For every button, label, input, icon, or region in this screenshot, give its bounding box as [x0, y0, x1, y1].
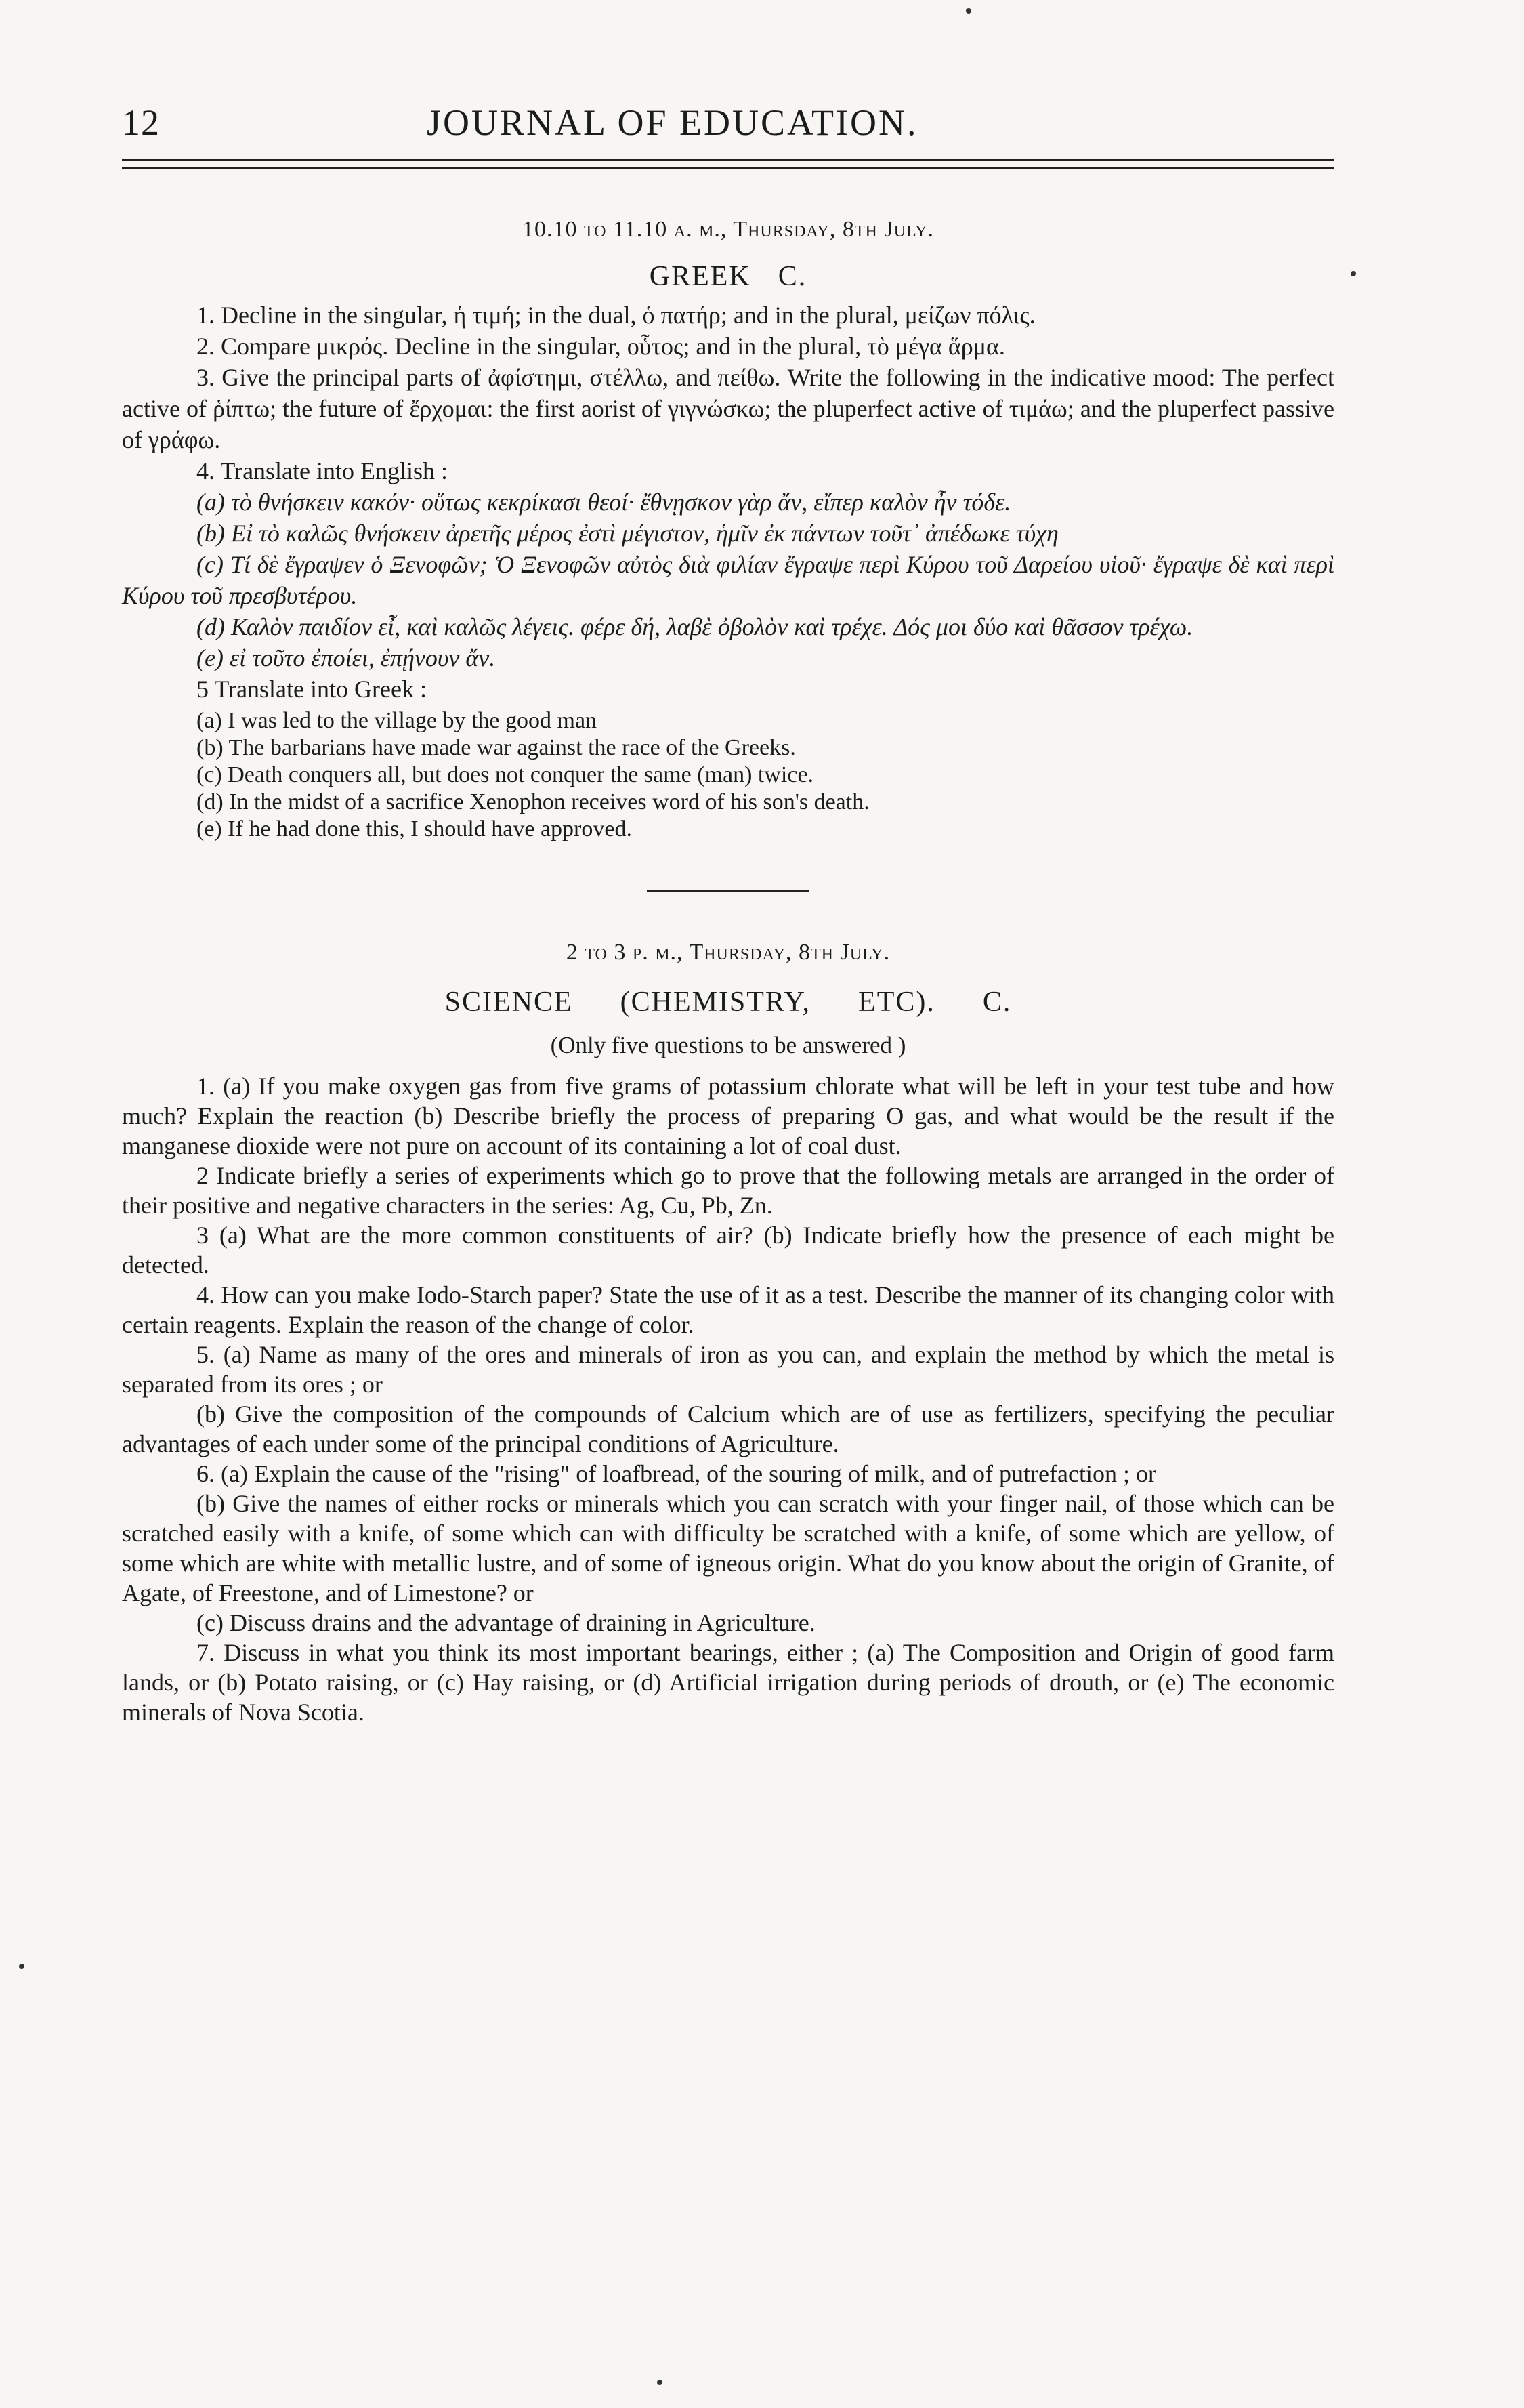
- science-question-6b: (b) Give the names of either rocks or minerals which you can scratch with your finger nail, of those which can be scratched easily with a knife, of some which can with difficulty be scratched with a knife, of some which are yellow, of some which are white with metallic lustre, and of some of igneous origin. What do you know about the origin of Granite, of Agate, of Freestone, and of Limestone? or: [122, 1490, 1334, 1606]
- greek-passage-a: (a) τὸ θνήσκειν κακόν· οὕτως κεκρίκασι θεοί· ἔθνῃσκον γὰρ ἄν, εἴπερ καλὸν ἦν τόδε.: [196, 489, 1011, 516]
- science-title-part: (CHEMISTRY,: [620, 987, 811, 1018]
- scan-speck: [1351, 271, 1356, 276]
- page-header: [122, 102, 1334, 144]
- greek-section: [122, 217, 1334, 843]
- list-item: (e) If he had done this, I should have approved.: [196, 816, 632, 842]
- greek-session-time: 10.10 to 11.10 a. m., Thursday, 8th July.: [522, 217, 935, 242]
- journal-page: [122, 102, 1334, 1727]
- list-item: (d) In the midst of a sacrifice Xenophon receives word of his son's death.: [196, 789, 870, 814]
- science-title-part: ETC).: [858, 987, 935, 1018]
- scan-speck: [19, 1964, 24, 1969]
- list-item: (a) I was led to the village by the good man: [196, 708, 597, 733]
- greek-passage-e: (e) εἰ τοῦτο ἐποίει, ἐπῄνουν ἄν.: [196, 644, 496, 671]
- science-title-part: C.: [982, 987, 1012, 1018]
- science-section-title: [122, 986, 1334, 1018]
- greek-section-title: [122, 260, 1334, 293]
- scan-speck: [657, 2380, 662, 2385]
- page-number: 12: [122, 102, 160, 143]
- scan-speck: [966, 8, 971, 14]
- science-section: [122, 940, 1334, 1727]
- greek-question-4: 4. Translate into English :: [196, 457, 448, 484]
- section-divider: [647, 890, 809, 892]
- greek-passage-d: (d) Καλὸν παιδίον εἶ, καὶ καλῶς λέγεις. φέρε δή, λαβὲ ὀβολὸν καὶ τρέχε. Δός μοι δύο καὶ θᾶσσον τρέχω.: [196, 613, 1193, 640]
- translate-into-greek-list: [122, 707, 1334, 843]
- science-question-7: 7. Discuss in what you think its most important bearings, either ; (a) The Composition and Origin of good farm lands, or (b) Potato raising, or (c) Hay raising, or (d) Artificial irrigation during periods of drouth, or (e) The economic minerals of Nova Scotia.: [122, 1639, 1334, 1726]
- list-item: (b) The barbarians have made war against the race of the Greeks.: [196, 735, 796, 760]
- header-rule-lower: [122, 167, 1334, 169]
- list-item: (c) Death conquers all, but does not conquer the same (man) twice.: [196, 762, 814, 787]
- science-note: (Only five questions to be answered ): [550, 1032, 906, 1058]
- science-question-1: 1. (a) If you make oxygen gas from five grams of potassium chlorate what will be left in your test tube and how much? Explain the reaction (b) Describe briefly the process of preparing O gas, and what would be the result if the manganese dioxide were not pure on account of its containing a lot of coal dust.: [122, 1073, 1334, 1159]
- greek-question-1: 1. Decline in the singular, ἡ τιμή; in the dual, ὁ πατήρ; and in the plural, μείζων πόλις.: [196, 302, 1036, 329]
- science-question-4: 4. How can you make Iodo-Starch paper? State the use of it as a test. Describe the manner of its changing color with certain reagents. Explain the reason of the change of color.: [122, 1281, 1334, 1338]
- science-session-time: 2 to 3 p. m., Thursday, 8th July.: [566, 940, 891, 965]
- greek-question-3: 3. Give the principal parts of ἀφίστημι, στέλλω, and πείθω. Write the following in the indicative mood: The perfect active of ῥίπτω; the future of ἔρχομαι: the first aorist of γιγνώσκω; the pluperfect active of τιμάω; and the pluperfect passive of γράφω.: [122, 364, 1334, 453]
- science-question-5a: 5. (a) Name as many of the ores and minerals of iron as you can, and explain the method by which the metal is separated from its ores ; or: [122, 1341, 1334, 1398]
- greek-passage-b: (b) Εἰ τὸ καλῶς θνήσκειν ἀρετῆς μέρος ἐστὶ μέγιστον, ἡμῖν ἐκ πάντων τοῦτ᾽ ἀπέδωκε τύχη: [196, 520, 1059, 547]
- greek-code: C.: [778, 261, 807, 292]
- science-question-5b: (b) Give the composition of the compounds of Calcium which are of use as fertilizers, specifying the peculiar advantages of each under some of the principal conditions of Agriculture.: [122, 1400, 1334, 1457]
- science-title-part: SCIENCE: [444, 987, 573, 1018]
- science-question-6a: 6. (a) Explain the cause of the "rising" of loafbread, of the souring of milk, and of putrefaction ; or: [196, 1460, 1156, 1487]
- science-question-3: 3 (a) What are the more common constituents of air? (b) Indicate briefly how the presence of each might be detected.: [122, 1222, 1334, 1279]
- science-question-2: 2 Indicate briefly a series of experiments which go to prove that the following metals are arranged in the order of their positive and negative characters in the series: Ag, Cu, Pb, Zn.: [122, 1162, 1334, 1219]
- header-rule: [122, 159, 1334, 161]
- greek-title: GREEK: [649, 261, 751, 292]
- journal-title: JOURNAL OF EDUCATION.: [427, 102, 918, 143]
- science-question-6c: (c) Discuss drains and the advantage of draining in Agriculture.: [196, 1609, 816, 1636]
- greek-passage-c: (c) Τί δὲ ἔγραψεν ὁ Ξενοφῶν; Ὁ Ξενοφῶν αὐτὸς διὰ φιλίαν ἔγραψε περὶ Κύρου τοῦ Δαρείου υἱοῦ· ἔγραψε δὲ καὶ περὶ Κύρου τοῦ πρεσβυτέρου.: [122, 551, 1334, 609]
- greek-question-5: 5 Translate into Greek :: [196, 676, 427, 703]
- greek-question-2: 2. Compare μικρός. Decline in the singular, οὗτος; and in the plural, τὸ μέγα ἅρμα.: [196, 333, 1005, 360]
